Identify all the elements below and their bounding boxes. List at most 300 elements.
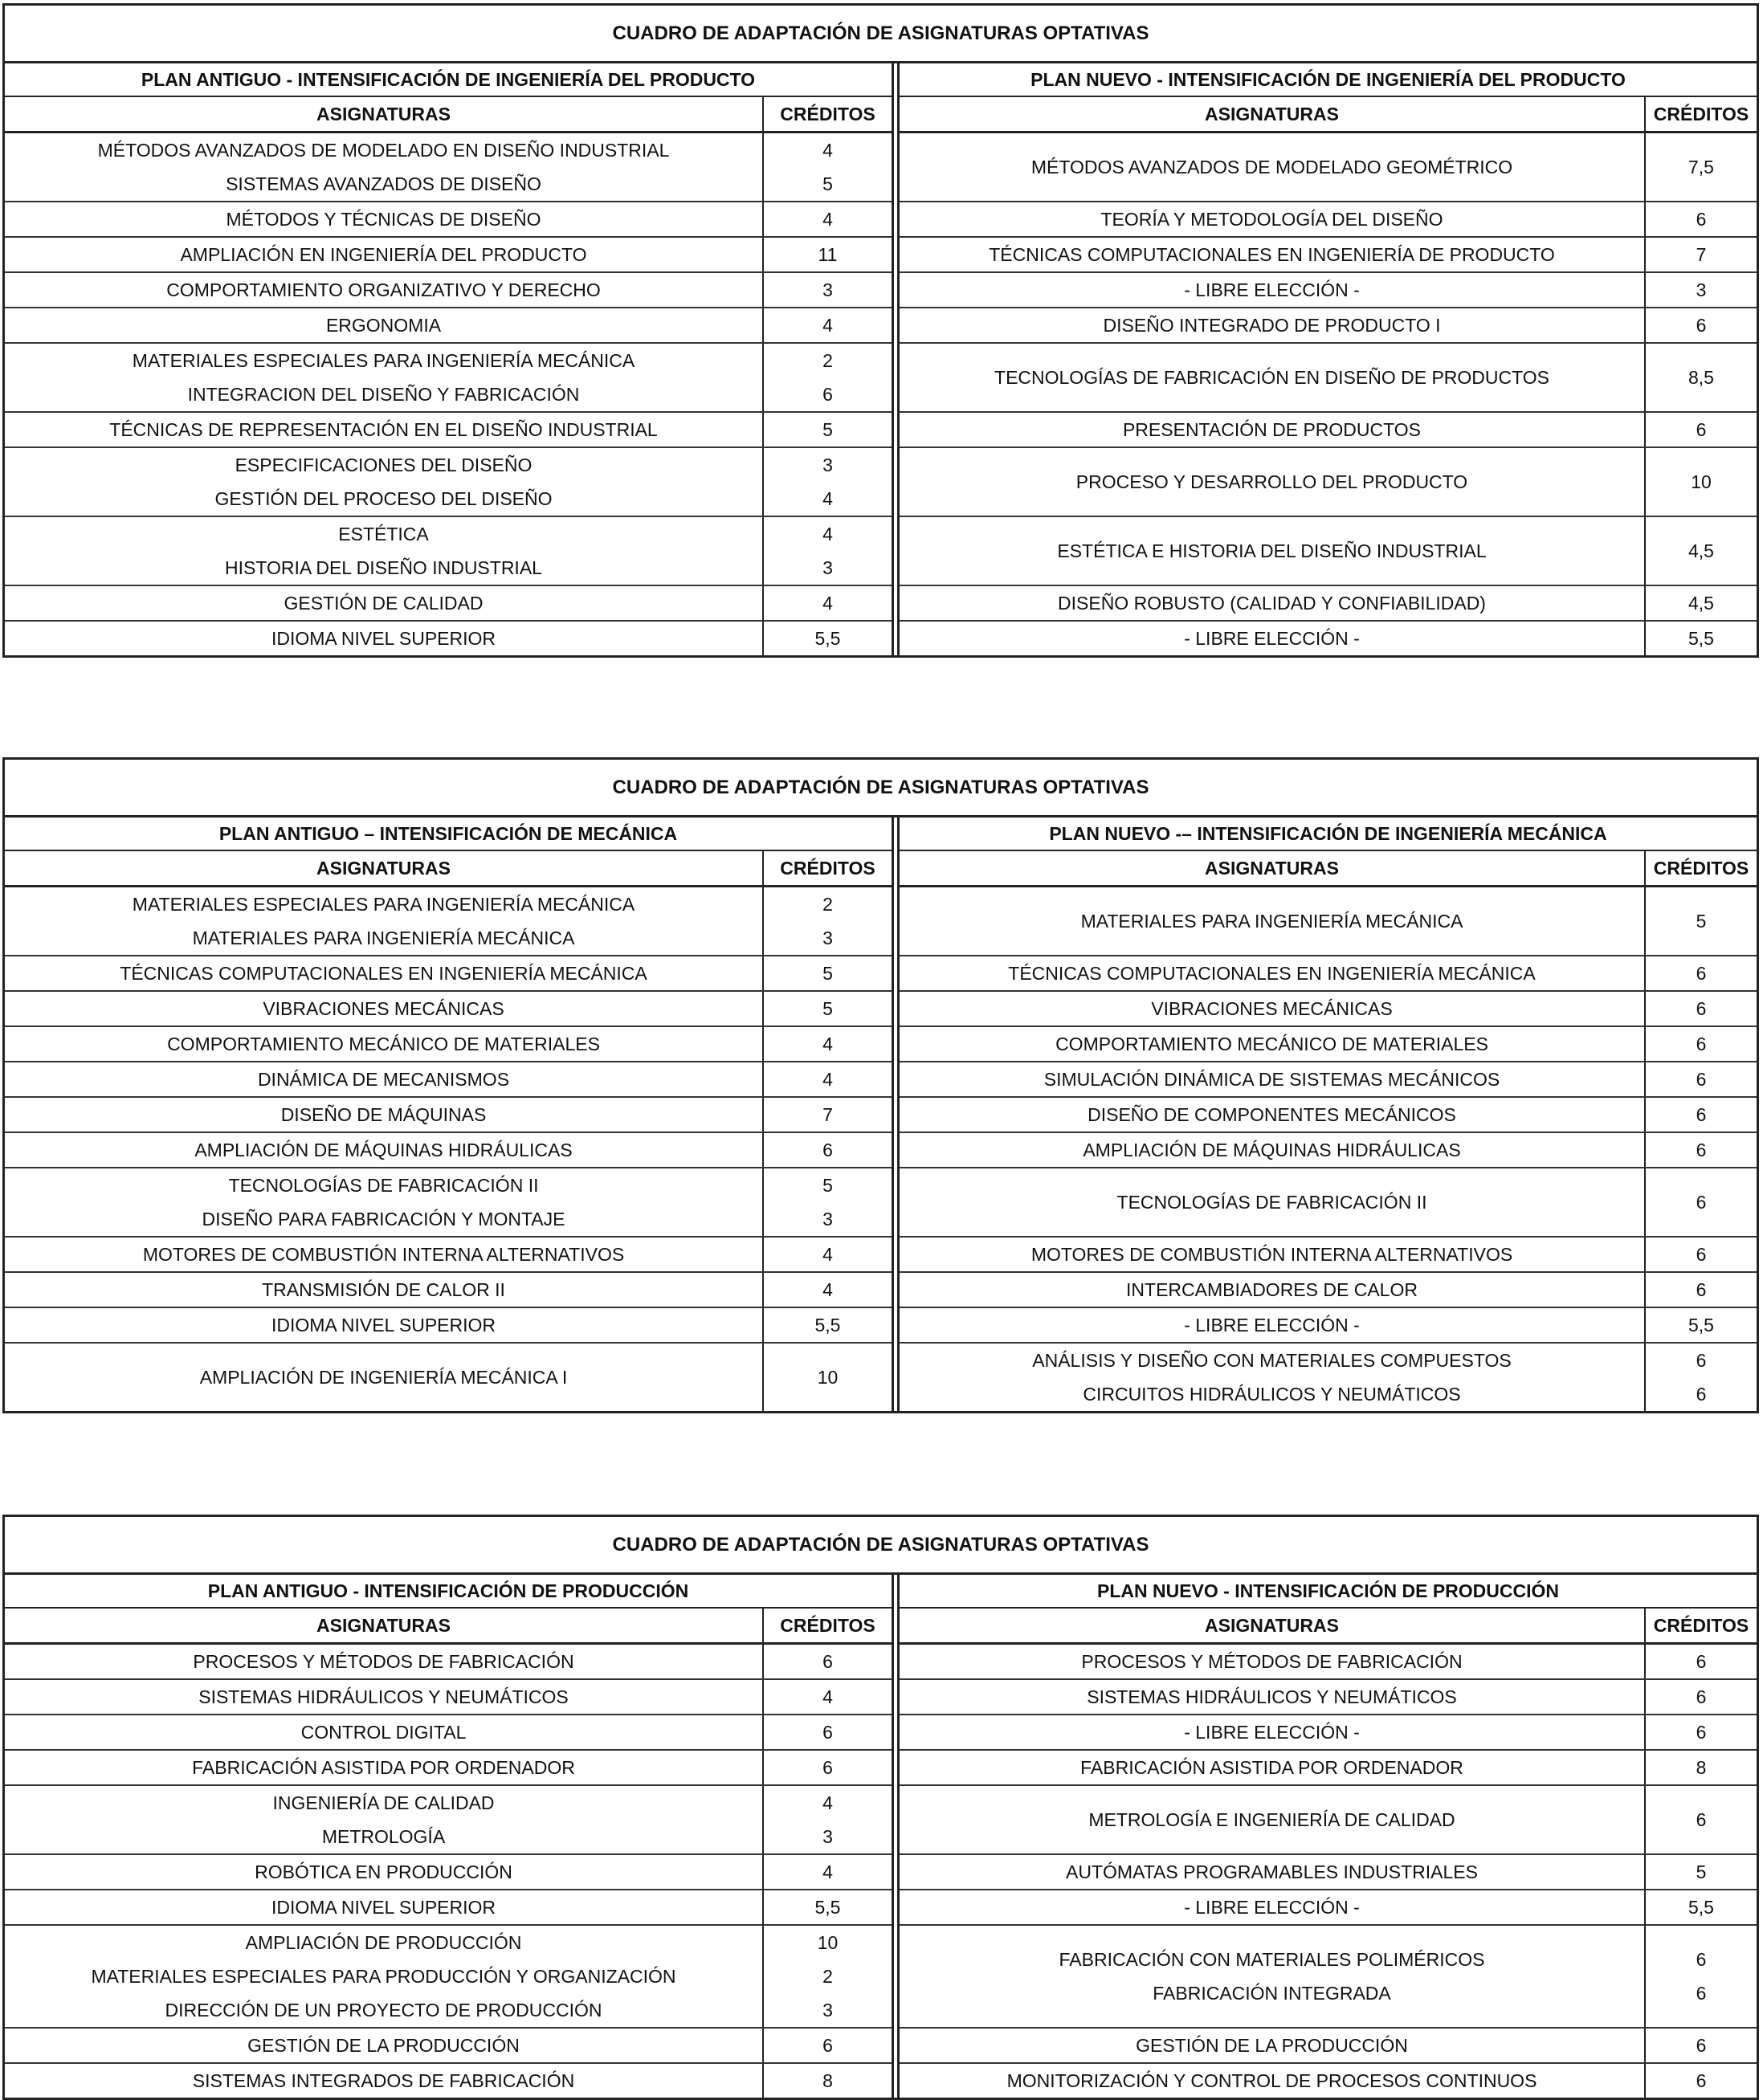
subject-name: - LIBRE ELECCIÓN - <box>1184 1722 1360 1743</box>
table-row <box>5 308 892 344</box>
credit-value: 4 <box>822 1279 833 1300</box>
subject-cell <box>900 1273 1644 1307</box>
table-row <box>900 1715 1757 1751</box>
credits-cell <box>1644 1926 1757 2027</box>
new-plan-column <box>897 1575 1757 2098</box>
subject-cell <box>900 2064 1644 2098</box>
credits-cell <box>1644 2064 1757 2098</box>
table-row <box>900 887 1757 956</box>
subject-name: COMPORTAMIENTO ORGANIZATIVO Y DERECHO <box>166 279 601 300</box>
subject-cell <box>900 586 1644 620</box>
subject-cell <box>900 517 1644 585</box>
credit-value: 4,5 <box>1688 593 1714 614</box>
old-plan-rows <box>5 133 892 655</box>
new-plan-column <box>897 818 1757 1411</box>
credit-value: 5 <box>1696 911 1707 932</box>
credit-value: 6 <box>822 1757 833 1778</box>
subject-name: METROLOGÍA E INGENIERÍA DE CALIDAD <box>1088 1809 1455 1830</box>
subject-name: DINÁMICA DE MECANISMOS <box>257 1069 510 1090</box>
subject-name: AMPLIACIÓN DE MÁQUINAS HIDRÁULICAS <box>1083 1140 1461 1160</box>
table-row <box>5 1786 892 1855</box>
credits-cell <box>762 1890 892 1924</box>
table-row <box>5 992 892 1027</box>
table-row <box>5 887 892 956</box>
old-plan-title: PLAN ANTIGUO - INTENSIFICACIÓN DE PRODUCCIÓN <box>5 1575 892 1609</box>
old-plan-rows <box>5 887 892 1411</box>
credit-value: 6 <box>1696 1069 1707 1090</box>
subject-name: TÉCNICAS COMPUTACIONALES EN INGENIERÍA MECÁNICA <box>120 963 647 984</box>
credits-cell <box>1644 887 1757 955</box>
credits-cell <box>762 2029 892 2062</box>
credits-cell <box>762 1027 892 1061</box>
subject-cell <box>5 1098 762 1132</box>
new-plan-rows <box>900 133 1757 655</box>
subject-name: FABRICACIÓN CON MATERIALES POLIMÉRICOS <box>1059 1949 1485 1970</box>
credit-value: 4 <box>822 1861 833 1882</box>
subject-cell <box>5 1344 762 1411</box>
credits-cell <box>1644 448 1757 516</box>
credits-cell <box>1644 1890 1757 1924</box>
credit-value: 6 <box>1696 1651 1707 1672</box>
table-row <box>900 133 1757 202</box>
credits-cell <box>762 202 892 236</box>
subject-cell <box>5 1926 762 2027</box>
credits-cell <box>1644 1308 1757 1342</box>
subject-name: TÉCNICAS COMPUTACIONALES EN INGENIERÍA MECÁNICA <box>1008 963 1536 984</box>
credit-value: 4 <box>822 593 833 614</box>
credit-value: 6 <box>1696 315 1707 336</box>
credit-value: 6 <box>1696 1384 1707 1405</box>
subject-cell <box>5 273 762 307</box>
credit-value: 6 <box>1696 1244 1707 1265</box>
subject-name: AMPLIACIÓN DE PRODUCCIÓN <box>245 1932 522 1953</box>
subject-cell <box>900 956 1644 990</box>
table-row <box>900 1751 1757 1786</box>
subject-name: DISEÑO INTEGRADO DE PRODUCTO I <box>1103 315 1441 336</box>
table-row <box>900 2064 1757 2098</box>
credits-cell <box>762 413 892 447</box>
credits-cell <box>1644 1238 1757 1271</box>
subject-name: ESTÉTICA <box>338 524 429 544</box>
subjects-header: ASIGNATURAS <box>1205 1614 1339 1636</box>
adaptation-table-2 <box>2 757 1759 1413</box>
table-title: CUADRO DE ADAPTACIÓN DE ASIGNATURAS OPTATIVAS <box>5 6 1757 63</box>
subject-name: CONTROL DIGITAL <box>300 1722 467 1743</box>
table-row <box>900 1062 1757 1098</box>
subject-name: GESTIÓN DEL PROCESO DEL DISEÑO <box>214 488 553 509</box>
credit-value: 8,5 <box>1688 367 1714 388</box>
subject-name: CIRCUITOS HIDRÁULICOS Y NEUMÁTICOS <box>1083 1384 1461 1405</box>
credit-value: 6 <box>1696 2035 1707 2056</box>
table-row <box>5 1715 892 1751</box>
credits-cell <box>1644 344 1757 411</box>
subject-cell <box>900 887 1644 955</box>
credit-value: 8 <box>1696 1757 1707 1778</box>
subject-cell <box>900 202 1644 236</box>
table-row <box>5 622 892 655</box>
credit-value: 4 <box>822 140 833 161</box>
credit-value: 6 <box>822 1651 833 1672</box>
credits-cell <box>762 1168 892 1236</box>
credits-cell <box>762 1855 892 1889</box>
subject-name: PRESENTACIÓN DE PRODUCTOS <box>1122 419 1422 440</box>
credits-cell <box>1644 1786 1757 1853</box>
subject-cell <box>900 344 1644 411</box>
subject-cell <box>5 308 762 342</box>
credit-value: 4 <box>822 1069 833 1090</box>
credit-value: 6 <box>1696 1983 1707 2004</box>
table-row <box>900 238 1757 273</box>
table-row <box>5 1308 892 1344</box>
subject-cell <box>5 1855 762 1889</box>
table-row <box>900 1926 1757 2029</box>
subject-name: TEORÍA Y METODOLOGÍA DEL DISEÑO <box>1100 209 1443 230</box>
table-row <box>900 586 1757 622</box>
old-plan-column <box>5 63 894 655</box>
credit-value: 6 <box>1696 1034 1707 1054</box>
credit-value: 2 <box>822 894 833 915</box>
credits-cell <box>1644 1168 1757 1236</box>
credit-value: 5 <box>822 1175 833 1196</box>
credit-value: 3 <box>822 1209 833 1229</box>
subject-name: TECNOLOGÍAS DE FABRICACIÓN II <box>228 1175 539 1196</box>
subject-cell <box>5 238 762 271</box>
subject-name: VIBRACIONES MECÁNICAS <box>263 998 504 1019</box>
credits-cell <box>762 133 892 201</box>
credit-value: 7 <box>1696 244 1707 265</box>
subject-cell <box>5 1027 762 1061</box>
old-plan-column <box>5 818 894 1411</box>
subject-name: - LIBRE ELECCIÓN - <box>1184 279 1360 300</box>
credit-value: 4 <box>822 1792 833 1813</box>
credit-value: 4 <box>822 524 833 544</box>
table-row <box>5 1926 892 2029</box>
subject-cell <box>900 1751 1644 1784</box>
credit-value: 4 <box>822 1034 833 1054</box>
subject-cell <box>5 1890 762 1924</box>
credit-value: 10 <box>817 1367 839 1388</box>
credits-cell <box>762 1273 892 1307</box>
subject-name: MOTORES DE COMBUSTIÓN INTERNA ALTERNATIVOS <box>142 1244 625 1265</box>
subject-cell <box>5 1786 762 1853</box>
credit-value: 6 <box>1696 209 1707 230</box>
subject-name: METROLOGÍA <box>321 1826 446 1847</box>
new-plan-rows <box>900 1645 1757 2098</box>
table-row <box>5 956 892 992</box>
credit-value: 6 <box>1696 1279 1707 1300</box>
credits-cell <box>1644 622 1757 655</box>
credit-value: 5,5 <box>814 1897 841 1918</box>
subject-name: IDIOMA NIVEL SUPERIOR <box>271 1897 496 1918</box>
subject-cell <box>5 344 762 411</box>
subject-name: SIMULACIÓN DINÁMICA DE SISTEMAS MECÁNICOS <box>1043 1069 1500 1090</box>
credits-cell <box>762 273 892 307</box>
subject-name: MATERIALES ESPECIALES PARA INGENIERÍA MECÁNICA <box>132 350 635 371</box>
subject-name: INGENIERÍA DE CALIDAD <box>272 1792 495 1813</box>
subject-cell <box>900 413 1644 447</box>
subject-name: PROCESOS Y MÉTODOS DE FABRICACIÓN <box>1081 1651 1463 1672</box>
subject-name: SISTEMAS HIDRÁULICOS Y NEUMÁTICOS <box>1087 1686 1457 1707</box>
credits-cell <box>1644 238 1757 271</box>
subject-name: MOTORES DE COMBUSTIÓN INTERNA ALTERNATIVOS <box>1030 1244 1513 1265</box>
subject-cell <box>5 448 762 516</box>
subject-name: GESTIÓN DE CALIDAD <box>284 593 484 614</box>
credit-value: 3 <box>822 1826 833 1847</box>
credit-value: 5 <box>1696 1861 1707 1882</box>
subject-cell <box>5 887 762 955</box>
subject-name: HISTORIA DEL DISEÑO INDUSTRIAL <box>225 557 542 578</box>
subjects-header: ASIGNATURAS <box>316 1614 451 1636</box>
subject-name: ROBÓTICA EN PRODUCCIÓN <box>255 1861 512 1882</box>
subject-name: MÉTODOS AVANZADOS DE MODELADO GEOMÉTRICO <box>1030 157 1513 177</box>
subject-cell <box>5 1238 762 1271</box>
credit-value: 6 <box>1696 1350 1707 1371</box>
subject-cell <box>900 992 1644 1026</box>
table-row <box>5 1680 892 1715</box>
subject-name: MATERIALES ESPECIALES PARA PRODUCCIÓN Y ORGANIZACIÓN <box>91 1966 676 1987</box>
credit-value: 6 <box>822 1722 833 1743</box>
subject-name: VIBRACIONES MECÁNICAS <box>1151 998 1393 1019</box>
subject-cell <box>900 1062 1644 1096</box>
subject-cell <box>900 2029 1644 2062</box>
table-row <box>5 238 892 273</box>
credit-value: 10 <box>817 1932 839 1953</box>
credits-cell <box>762 1133 892 1167</box>
new-plan-column <box>897 63 1757 655</box>
old-plan-rows <box>5 1645 892 2098</box>
table-row <box>5 1855 892 1890</box>
table-row <box>5 1098 892 1133</box>
credits-cell <box>1644 517 1757 585</box>
subject-cell <box>900 1786 1644 1853</box>
credit-value: 3 <box>822 2000 833 2020</box>
table-row <box>5 1273 892 1308</box>
credits-cell <box>762 308 892 342</box>
column-header-row <box>900 1609 1757 1645</box>
credit-value: 6 <box>1696 1686 1707 1707</box>
new-plan-title: PLAN NUEVO - INTENSIFICACIÓN DE PRODUCCIÓN <box>900 1575 1757 1609</box>
subject-cell <box>5 202 762 236</box>
subject-cell <box>900 273 1644 307</box>
credit-value: 4 <box>822 1244 833 1265</box>
subject-name: IDIOMA NIVEL SUPERIOR <box>271 1315 496 1335</box>
credits-cell <box>762 517 892 585</box>
credit-value: 5 <box>822 173 833 194</box>
subject-cell <box>900 238 1644 271</box>
subject-cell <box>5 2029 762 2062</box>
old-plan-column <box>5 1575 894 2098</box>
subject-name: GESTIÓN DE LA PRODUCCIÓN <box>247 2035 520 2056</box>
table-row <box>900 1273 1757 1308</box>
credits-cell <box>762 1238 892 1271</box>
credit-value: 6 <box>1696 1104 1707 1125</box>
plans-columns <box>5 1575 1757 2098</box>
new-plan-rows <box>900 887 1757 1411</box>
subjects-header: ASIGNATURAS <box>1205 103 1339 124</box>
subject-name: - LIBRE ELECCIÓN - <box>1184 1897 1360 1918</box>
credit-value: 5 <box>822 998 833 1019</box>
table-row <box>900 1308 1757 1344</box>
credit-value: 3 <box>822 557 833 578</box>
table-row <box>5 413 892 448</box>
new-plan-title: PLAN NUEVO -– INTENSIFICACIÓN DE INGENIERÍA MECÁNICA <box>900 818 1757 851</box>
credit-value: 5,5 <box>814 628 841 649</box>
subject-name: PROCESOS Y MÉTODOS DE FABRICACIÓN <box>193 1651 574 1672</box>
credits-cell <box>762 344 892 411</box>
table-row <box>900 1344 1757 1411</box>
subject-cell <box>900 1133 1644 1167</box>
table-row <box>900 273 1757 308</box>
table-title: CUADRO DE ADAPTACIÓN DE ASIGNATURAS OPTATIVAS <box>5 760 1757 818</box>
subject-name: MATERIALES ESPECIALES PARA INGENIERÍA MECÁNICA <box>132 894 635 915</box>
credit-value: 7 <box>822 1104 833 1125</box>
table-row <box>900 1680 1757 1715</box>
subject-cell <box>5 1680 762 1714</box>
credit-value: 6 <box>1696 1722 1707 1743</box>
table-row <box>900 1027 1757 1062</box>
subject-cell <box>900 448 1644 516</box>
old-plan-title: PLAN ANTIGUO – INTENSIFICACIÓN DE MECÁNICA <box>5 818 892 851</box>
table-row <box>900 517 1757 586</box>
subject-name: - LIBRE ELECCIÓN - <box>1184 628 1360 649</box>
credits-cell <box>1644 1273 1757 1307</box>
subject-cell <box>900 308 1644 342</box>
column-header-row <box>900 97 1757 133</box>
table-row <box>5 1133 892 1168</box>
table-row <box>5 1168 892 1238</box>
credit-value: 5 <box>822 419 833 440</box>
credits-header: CRÉDITOS <box>762 1609 892 1642</box>
new-plan-title: PLAN NUEVO - INTENSIFICACIÓN DE INGENIERÍA DEL PRODUCTO <box>900 63 1757 97</box>
subjects-header: ASIGNATURAS <box>316 103 451 124</box>
subject-cell <box>5 517 762 585</box>
table-row <box>5 1751 892 1786</box>
credit-value: 10 <box>1691 471 1712 492</box>
credits-cell <box>1644 1855 1757 1889</box>
adaptation-table-3 <box>2 1515 1759 2100</box>
credits-cell <box>762 586 892 620</box>
credit-value: 4 <box>822 1686 833 1707</box>
subject-cell <box>5 622 762 655</box>
credits-header: CRÉDITOS <box>762 851 892 885</box>
subject-name: ESPECIFICACIONES DEL DISEÑO <box>235 455 533 475</box>
credits-cell <box>762 1715 892 1749</box>
credits-cell <box>1644 1344 1757 1411</box>
credit-value: 6 <box>1696 998 1707 1019</box>
table-row <box>5 1027 892 1062</box>
credit-value: 4,5 <box>1688 540 1714 561</box>
subjects-header: ASIGNATURAS <box>316 857 451 879</box>
subject-name: IDIOMA NIVEL SUPERIOR <box>271 628 496 649</box>
table-row <box>900 1855 1757 1890</box>
table-row <box>900 308 1757 344</box>
credit-value: 3 <box>1696 279 1707 300</box>
table-row <box>900 448 1757 517</box>
credits-cell <box>1644 1751 1757 1784</box>
subject-name: FABRICACIÓN ASISTIDA POR ORDENADOR <box>1080 1757 1463 1778</box>
subject-cell <box>5 1715 762 1749</box>
credit-value: 6 <box>1696 1140 1707 1160</box>
subject-cell <box>5 586 762 620</box>
credit-value: 3 <box>822 928 833 948</box>
credits-cell <box>1644 1027 1757 1061</box>
credits-cell <box>762 1645 892 1678</box>
subject-name: SISTEMAS HIDRÁULICOS Y NEUMÁTICOS <box>198 1686 569 1707</box>
subject-name: DIRECCIÓN DE UN PROYECTO DE PRODUCCIÓN <box>165 2000 602 2020</box>
credits-cell <box>1644 956 1757 990</box>
table-row <box>900 992 1757 1027</box>
table-row <box>900 413 1757 448</box>
credit-value: 5,5 <box>1688 1897 1714 1918</box>
subject-cell <box>900 1715 1644 1749</box>
credits-cell <box>1644 1062 1757 1096</box>
table-row <box>5 1062 892 1098</box>
column-header-row <box>5 851 892 887</box>
table-row <box>5 344 892 413</box>
subject-cell <box>5 956 762 990</box>
credits-cell <box>1644 1680 1757 1714</box>
subject-cell <box>900 1238 1644 1271</box>
subject-name: TÉCNICAS COMPUTACIONALES EN INGENIERÍA DE PRODUCTO <box>989 244 1555 265</box>
subject-name: MÉTODOS Y TÉCNICAS DE DISEÑO <box>226 209 541 230</box>
credits-cell <box>1644 1098 1757 1132</box>
table-row <box>5 133 892 202</box>
subject-name: ESTÉTICA E HISTORIA DEL DISEÑO INDUSTRIAL <box>1057 540 1487 561</box>
subject-cell <box>900 622 1644 655</box>
credit-value: 6 <box>822 2035 833 2056</box>
credits-cell <box>762 887 892 955</box>
adaptation-table-1 <box>2 3 1759 658</box>
table-row <box>5 2029 892 2064</box>
credit-value: 2 <box>822 1966 833 1987</box>
subject-name: ANÁLISIS Y DISEÑO CON MATERIALES COMPUESTOS <box>1032 1350 1512 1371</box>
credit-value: 6 <box>1696 963 1707 984</box>
subject-name: DISEÑO ROBUSTO (CALIDAD Y CONFIABILIDAD) <box>1058 593 1486 614</box>
subject-name: MATERIALES PARA INGENIERÍA MECÁNICA <box>192 928 575 948</box>
table-row <box>900 1238 1757 1273</box>
table-row <box>900 344 1757 413</box>
subject-cell <box>5 992 762 1026</box>
table-row <box>5 1890 892 1926</box>
credit-value: 2 <box>822 350 833 371</box>
subject-name: DISEÑO DE MÁQUINAS <box>280 1104 487 1125</box>
subject-name: SISTEMAS INTEGRADOS DE FABRICACIÓN <box>192 2070 575 2091</box>
credits-header: CRÉDITOS <box>1644 851 1757 885</box>
subject-name: AMPLIACIÓN EN INGENIERÍA DEL PRODUCTO <box>180 244 587 265</box>
credit-value: 7,5 <box>1688 157 1714 177</box>
subject-cell <box>900 1098 1644 1132</box>
table-row <box>900 1645 1757 1680</box>
subject-name: TECNOLOGÍAS DE FABRICACIÓN II <box>1116 1192 1427 1213</box>
credit-value: 4 <box>822 209 833 230</box>
credits-cell <box>762 622 892 655</box>
subject-cell <box>5 1168 762 1236</box>
subject-cell <box>900 1680 1644 1714</box>
credit-value: 6 <box>822 1140 833 1160</box>
table-row <box>900 1890 1757 1926</box>
table-row <box>900 1168 1757 1238</box>
credits-cell <box>1644 133 1757 201</box>
subject-cell <box>900 1645 1644 1678</box>
subject-name: DISEÑO PARA FABRICACIÓN Y MONTAJE <box>202 1209 565 1229</box>
subject-cell <box>5 1308 762 1342</box>
credit-value: 6 <box>1696 419 1707 440</box>
column-header-row <box>5 1609 892 1645</box>
old-plan-title: PLAN ANTIGUO - INTENSIFICACIÓN DE INGENIERÍA DEL PRODUCTO <box>5 63 892 97</box>
subject-cell <box>900 1926 1644 2027</box>
table-title: CUADRO DE ADAPTACIÓN DE ASIGNATURAS OPTATIVAS <box>5 1517 1757 1575</box>
credits-header: CRÉDITOS <box>762 97 892 131</box>
